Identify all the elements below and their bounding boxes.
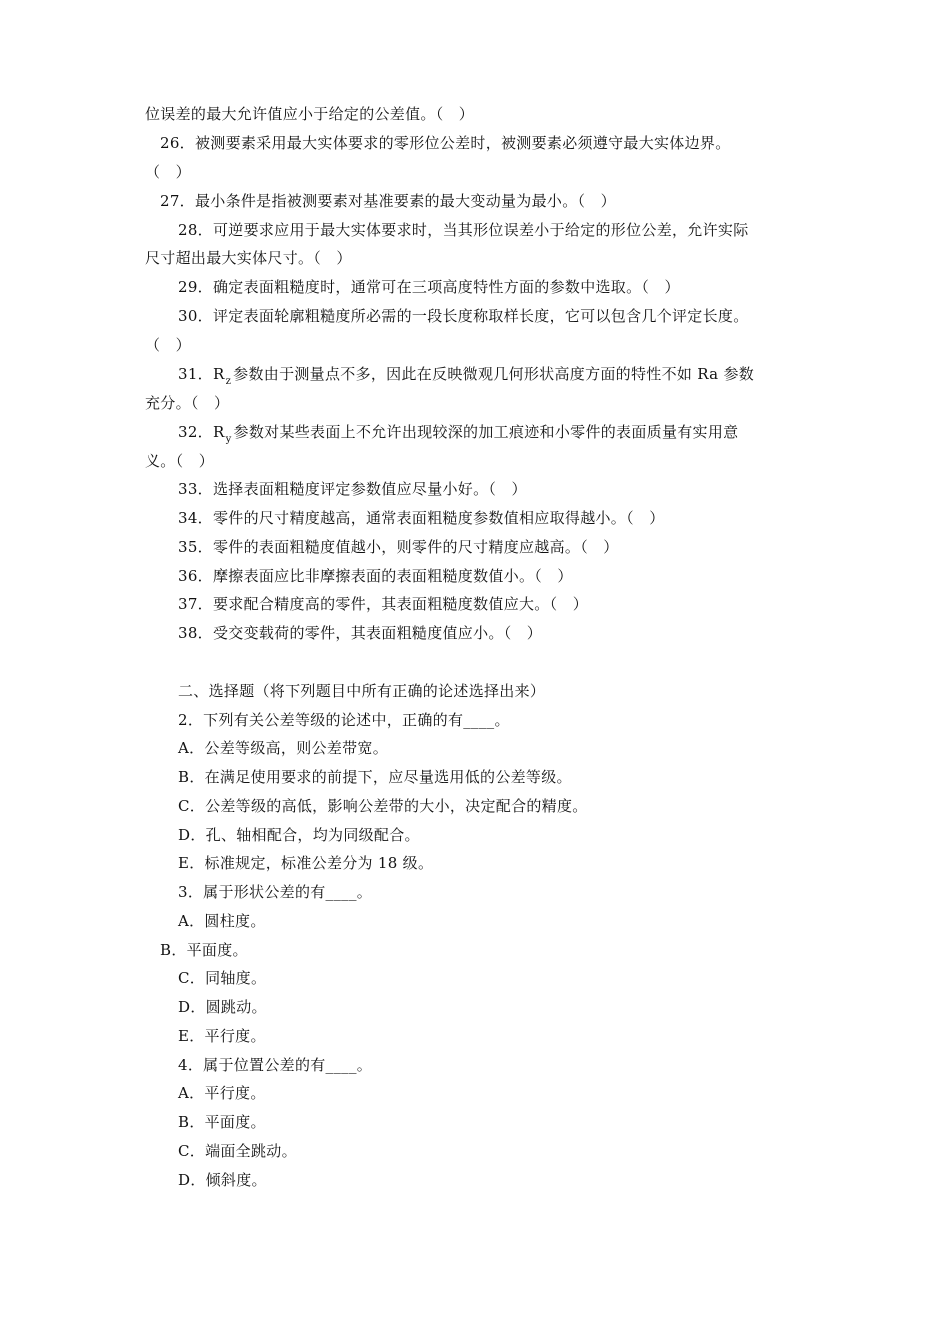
question-32-subscript: y xyxy=(225,434,232,445)
choice-4-option-d: D．倾斜度。 xyxy=(178,1171,267,1189)
question-32-text: 参数对某些表面上不允许出现较深的加工痕迹和小零件的表面质量有实用意 xyxy=(233,423,739,441)
question-31-subscript: z xyxy=(225,376,232,387)
question-28-line-1: 28．可逆要求应用于最大实体要求时，当其形位误差小于给定的形位公差，允许实际 xyxy=(178,221,749,239)
question-27: 27．最小条件是指被测要素对基准要素的最大变动量为最小。（ ） xyxy=(160,192,616,210)
question-38: 38．受交变载荷的零件，其表面粗糙度值应小。（ ） xyxy=(178,624,543,642)
choice-3-option-b: B．平面度。 xyxy=(160,941,248,959)
question-37: 37．要求配合精度高的零件，其表面粗糙度数值应大。（ ） xyxy=(178,595,588,613)
question-29: 29．确定表面粗糙度时，通常可在三项高度特性方面的参数中选取。（ ） xyxy=(178,278,680,296)
question-35: 35．零件的表面粗糙度值越小，则零件的尺寸精度应越高。（ ） xyxy=(178,538,619,556)
section-heading-choice: 二、选择题（将下列题目中所有正确的论述选择出来） xyxy=(178,682,546,700)
question-31-line-1 xyxy=(178,364,754,387)
choice-2-option-e: E．标准规定，标准公差分为 18 级。 xyxy=(178,854,434,872)
choice-2-option-d: D．孔、轴相配合，均为同级配合。 xyxy=(178,826,420,844)
choice-2-option-b: B．在满足使用要求的前提下，应尽量选用低的公差等级。 xyxy=(178,768,572,786)
choice-3-option-c: C．同轴度。 xyxy=(178,969,267,987)
question-26-answer-paren: （ ） xyxy=(145,163,191,181)
question-32-line-2: 义。（ ） xyxy=(145,452,215,470)
choice-4-option-a: A．平行度。 xyxy=(178,1084,266,1102)
choice-2-option-a: A．公差等级高，则公差带宽。 xyxy=(178,739,389,757)
choice-question-2: 2．下列有关公差等级的论述中，正确的有____。 xyxy=(178,711,510,729)
choice-4-option-c: C．端面全跳动。 xyxy=(178,1142,297,1160)
question-30-answer-paren: （ ） xyxy=(145,336,191,354)
choice-question-3: 3．属于形状公差的有____。 xyxy=(178,883,373,901)
choice-question-4: 4．属于位置公差的有____。 xyxy=(178,1056,373,1074)
choice-4-option-b: B．平面度。 xyxy=(178,1113,266,1131)
question-28-line-2: 尺寸超出最大实体尺寸。（ ） xyxy=(145,249,352,267)
question-33: 33．选择表面粗糙度评定参数值应尽量小好。（ ） xyxy=(178,480,527,498)
question-32-line-1 xyxy=(178,422,738,445)
question-31-number: 31．R xyxy=(178,365,225,383)
question-36: 36．摩擦表面应比非摩擦表面的表面粗糙度数值小。（ ） xyxy=(178,567,573,585)
question-32-number: 32．R xyxy=(178,423,225,441)
choice-3-option-e: E．平行度。 xyxy=(178,1027,266,1045)
question-26: 26．被测要素采用最大实体要求的零形位公差时，被测要素必须遵守最大实体边界。 xyxy=(160,134,731,152)
choice-3-option-a: A．圆柱度。 xyxy=(178,912,266,930)
question-25-continuation: 位误差的最大允许值应小于给定的公差值。（ ） xyxy=(145,105,475,123)
choice-2-option-c: C．公差等级的高低，影响公差带的大小，决定配合的精度。 xyxy=(178,797,588,815)
question-31-text: 参数由于测量点不多，因此在反映微观几何形状高度方面的特性不如 Ra 参数 xyxy=(233,365,755,383)
question-30-line-1: 30．评定表面轮廓粗糙度所必需的一段长度称取样长度，它可以包含几个评定长度。 xyxy=(178,307,749,325)
question-34: 34．零件的尺寸精度越高，通常表面粗糙度参数值相应取得越小。（ ） xyxy=(178,509,665,527)
choice-3-option-d: D．圆跳动。 xyxy=(178,998,267,1016)
question-31-line-2: 充分。（ ） xyxy=(145,394,230,412)
